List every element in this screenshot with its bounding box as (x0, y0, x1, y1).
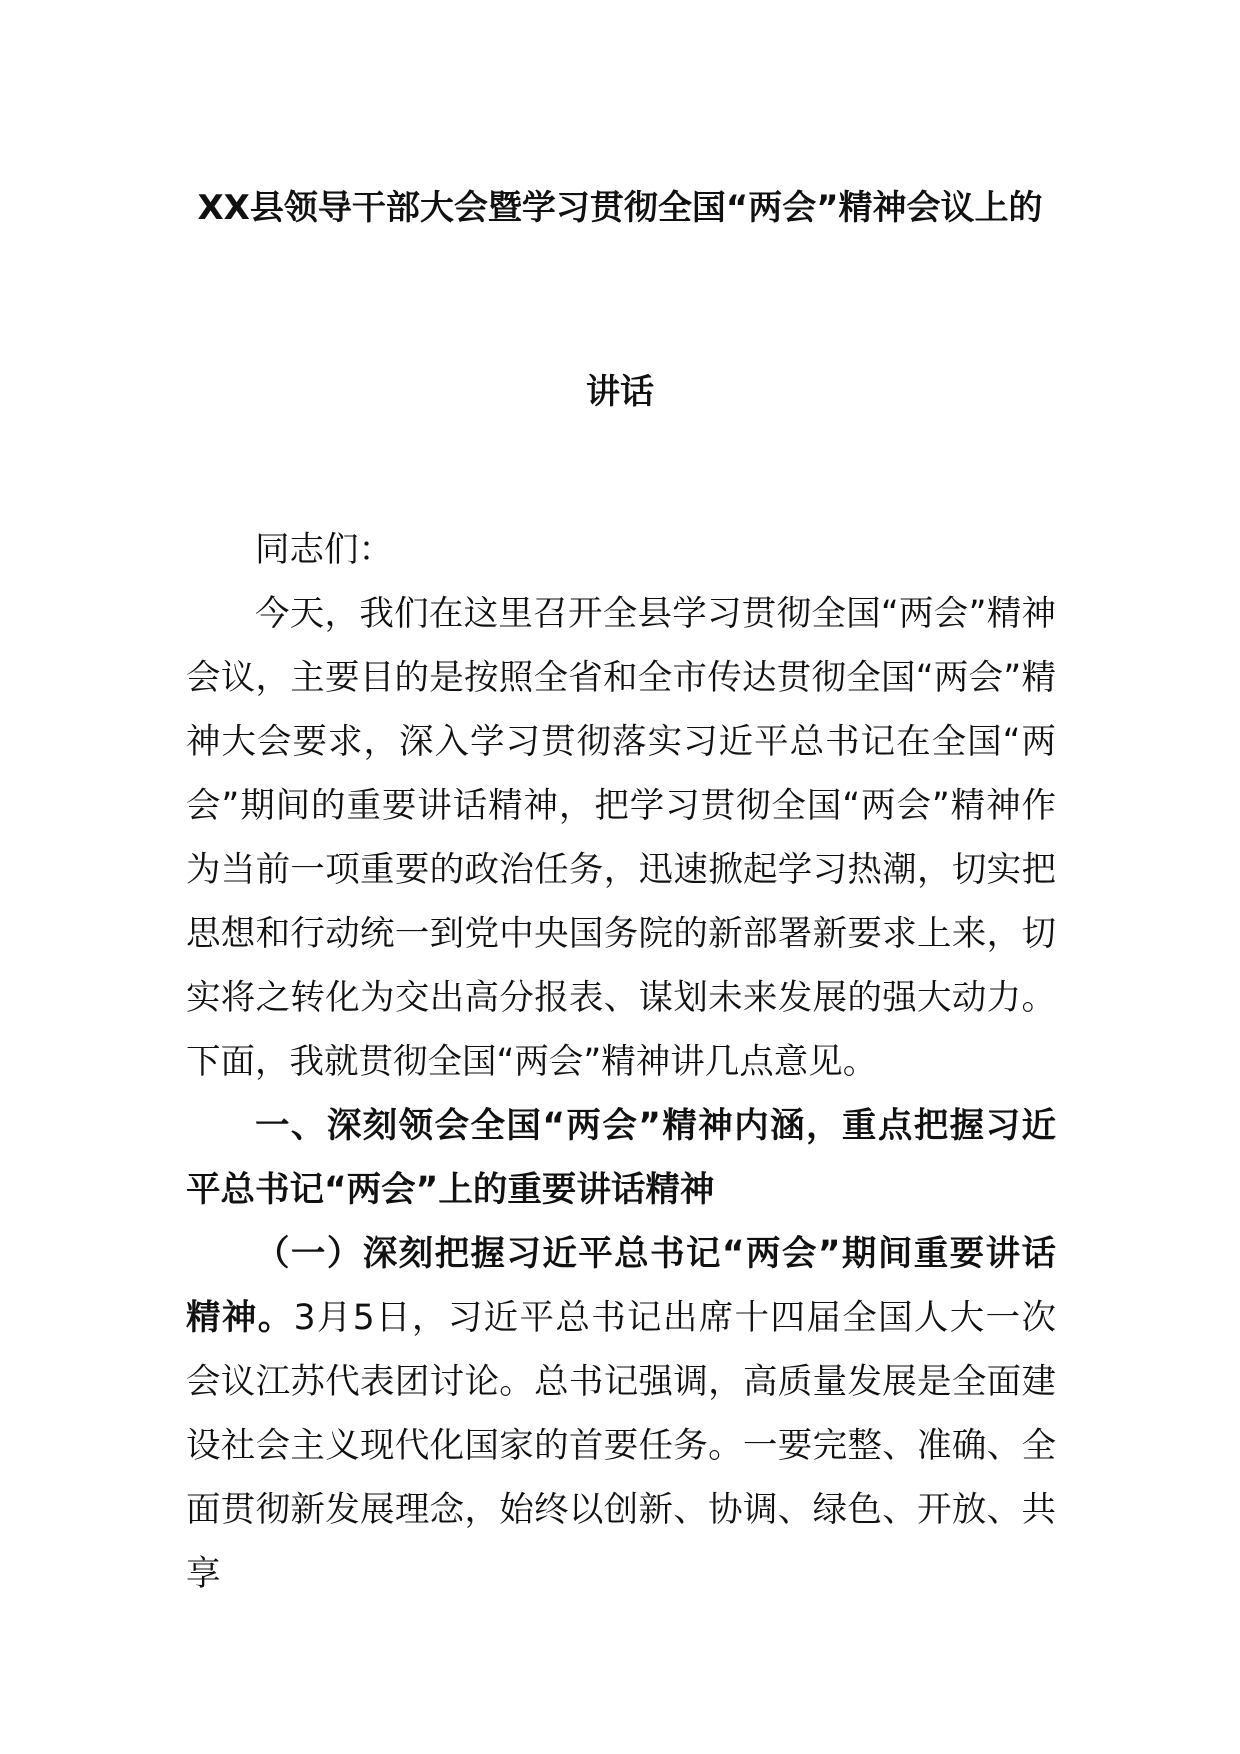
subsection-paragraph-1 (186, 1222, 1056, 1606)
intro-paragraph: 今天，我们在这里召开全县学习贯彻全国“两会”精神会议，主要目的是按照全省和全市传达贯彻全国“两会”精神大会要求，深入学习贯彻落实习近平总书记在全国“两会”期间的重要讲话精神，把学习贯彻全国“两会”精神作为当前一项重要的政治任务，迅速掀起学习热潮，切实把思想和行动统一到党中央国务院的新部署新要求上来，切实将之转化为交出高分报表、谋划未来发展的强大动力。下面，我就贯彻全国“两会”精神讲几点意见。 (186, 594, 1056, 1082)
salutation (186, 518, 1056, 582)
salutation-text: 同志们： (255, 530, 393, 570)
document-title-line-1: XX县领导干部大会暨学习贯彻全国“两会”精神会议上的 (197, 188, 1043, 228)
document-title-line-2: 讲话 (586, 372, 654, 412)
document-body (186, 582, 1056, 1606)
section-heading-1: 一、深刻领会全国“两会”精神内涵，重点把握习近平总书记“两会”上的重要讲话精神 (186, 1106, 1056, 1210)
subsection-heading-1: （一）深刻把握习近平总书记“两会”期间重要讲话精神。 (186, 1234, 1056, 1338)
subsection-text-1: 3月5日，习近平总书记出席十四届全国人大一次会议江苏代表团讨论。总书记强调，高质量发展是全面建设社会主义现代化国家的首要任务。一要完整、准确、全面贯彻新发展理念，始终以创新、协调、绿色、开放、共享 (186, 1298, 1056, 1594)
